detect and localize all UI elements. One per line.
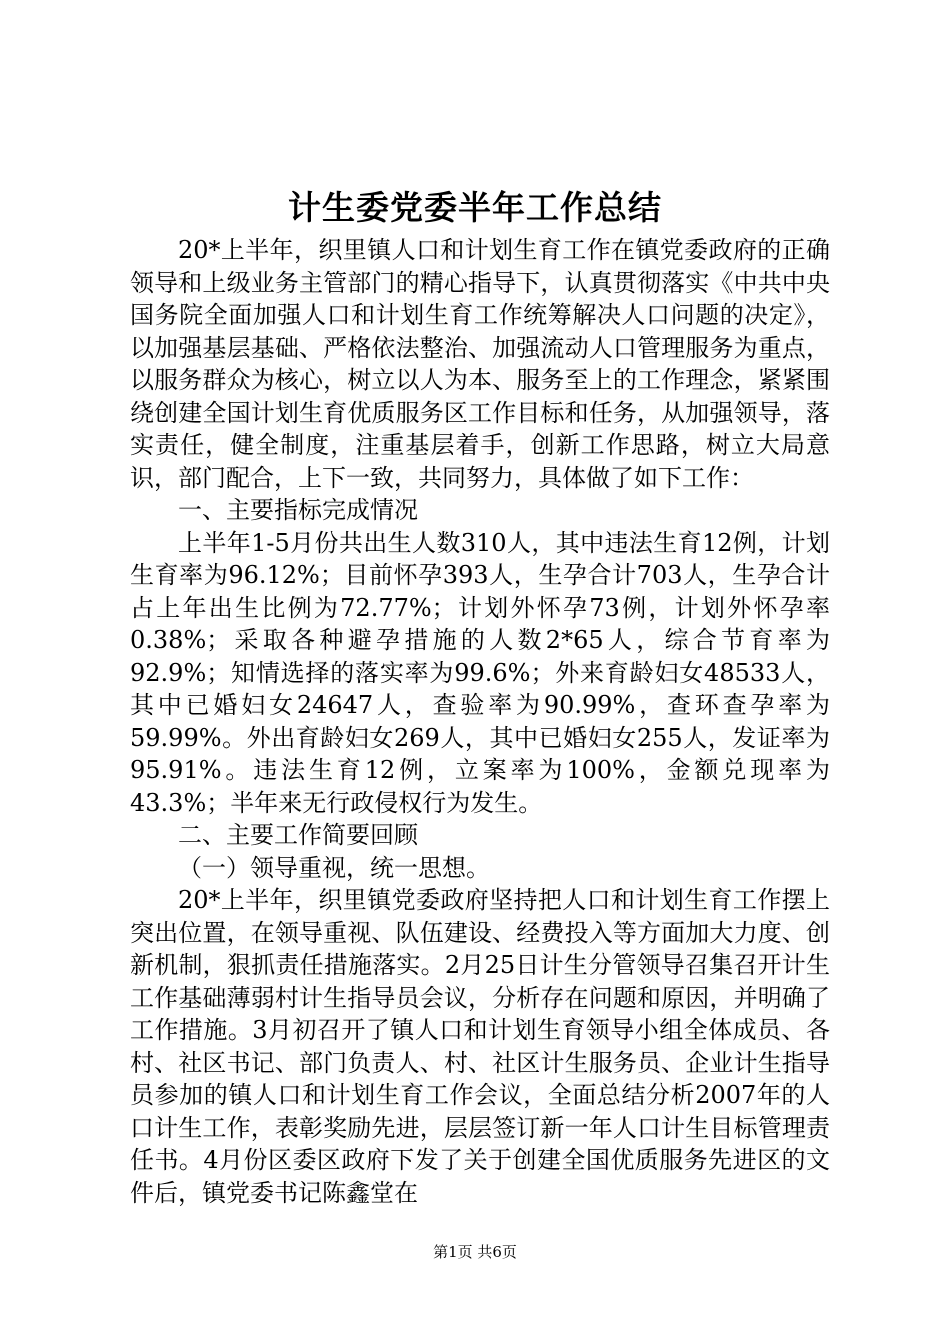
intro-paragraph: 20*上半年，织里镇人口和计划生育工作在镇党委政府的正确领导和上级业务主管部门的精心指导下，认真贯彻落实《中共中央国务院全面加强人口和计划生育工作统筹解决人口问题的决定》，以加强基层基础、严格依法整治、加强流动人口管理服务为重点，以服务群众为核心，树立以人为本、服务至上的工作理念，紧紧围绕创建全国计划生育优质服务区工作目标和任务，从加强领导，落实责任，健全制度，注重基层着手，创新工作思路，树立大局意识，部门配合，上下一致，共同努力，具体做了如下工作：: [130, 236, 830, 492]
document-body: [130, 234, 830, 1209]
section-heading-2: 二、主要工作简要回顾: [178, 821, 418, 849]
section-heading-1: 一、主要指标完成情况: [178, 496, 418, 524]
indicators-paragraph: 上半年1-5月份共出生人数310人，其中违法生育12例，计划生育率为96.12%；目前怀孕393人，生孕合计703人，生孕合计占上年出生比例为72.77%；计划外怀孕73例，计划外怀孕率0.38%；采取各种避孕措施的人数2*65人，综合节育率为92.9%；知情选择的落实率为99.6%；外来育龄妇女48533人，其中已婚妇女24647人，查验率为90.99%，查环查孕率为59.99%。外出育龄妇女269人，其中已婚妇女255人，发证率为95.91%。违法生育12例，立案率为100%，金额兑现率为43.3%；半年来无行政侵权行为发生。: [130, 528, 830, 817]
document-title: 计生委党委半年工作总结: [288, 188, 662, 227]
leadership-paragraph: 20*上半年，织里镇党委政府坚持把人口和计划生育工作摆上突出位置，在领导重视、队伍建设、经费投入等方面加大力度、创新机制，狠抓责任措施落实。2月25日计生分管领导召集召开计生工作基础薄弱村计生指导员会议，分析存在问题和原因，并明确了工作措施。3月初召开了镇人口和计划生育领导小组全体成员、各村、社区书记、部门负责人、村、社区计生服务员、企业计生指导员参加的镇人口和计划生育工作会议，全面总结分析2007年的人口计生工作，表彰奖励先进，层层签订新一年人口计生目标管理责任书。4月份区委区政府下发了关于创建全国优质服务先进区的文件后，镇党委书记陈鑫堂在: [130, 886, 830, 1207]
subsection-heading-1: （一）领导重视，统一思想。: [178, 853, 490, 882]
page-footer: 第1页 共6页: [433, 1243, 517, 1261]
